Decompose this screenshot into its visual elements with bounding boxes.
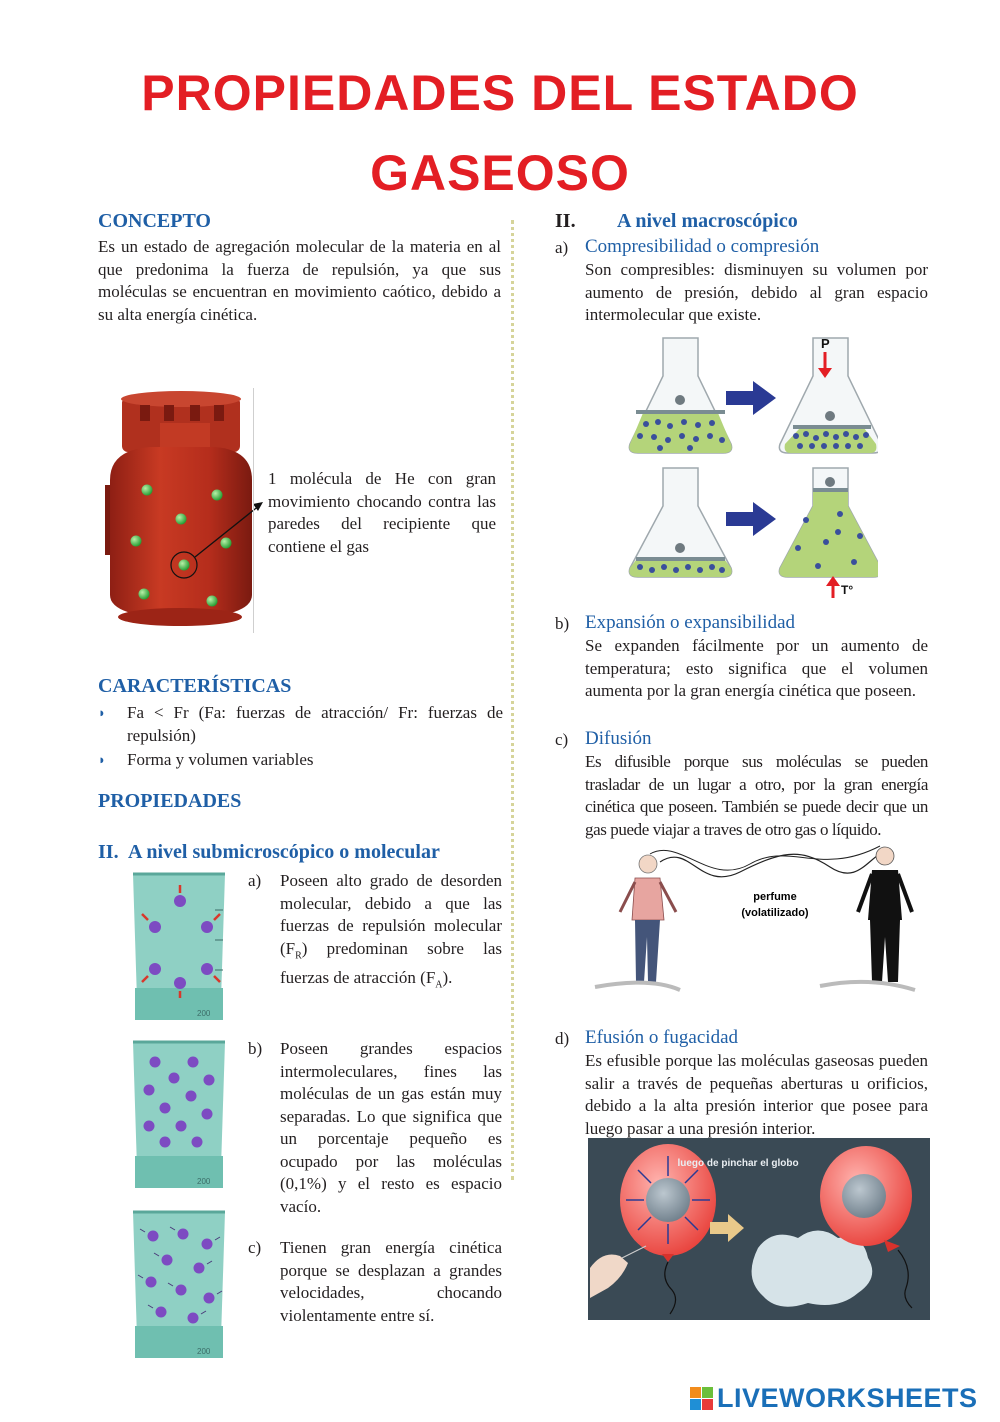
list-item: [98, 749, 503, 772]
concepto-text: Es un estado de agregación molecular de la materia en al que predonima la fuerza de repulsión, ya que sus moléculas se encuentran en movimiento caótico, debido a su alta energía cinética.: [98, 237, 501, 324]
macro-heading: A nivel macroscópico: [617, 210, 798, 232]
gas-tank-illustration: [100, 385, 265, 635]
macro-b-text: Se expanden fácilmente por un aumento de temperatura; esto significa que el volumen aumenta por la gran energía cinética que poseen.: [585, 636, 928, 700]
macro-a-text: Son compresibles: disminuyen su volumen por aumento de presión, debido al gran espacio intermolecular que existe.: [585, 260, 928, 324]
subscript-a: A: [435, 979, 443, 991]
perfume-diffusion-illustration: [590, 842, 920, 1000]
beaker-repulsion-illustration: [127, 870, 233, 1022]
text-segment: ).: [442, 968, 453, 988]
temperature-label: T°: [841, 583, 854, 597]
property-a-text: [280, 870, 502, 997]
list-item: [98, 702, 503, 747]
tank-caption: 1 molécula de He con gran movimiento chocando contra las paredes del recipiente que contiene el gas: [268, 469, 496, 556]
text-segment: Poseen alto grado de desorden molecular, debido a que las fuerzas de repulsión molecular (F: [280, 871, 502, 958]
macro-number: II.: [555, 210, 576, 232]
beaker-kinetic-illustration: [127, 1208, 233, 1360]
compression-flasks-illustration: [628, 336, 878, 601]
tank-caption-rule: [253, 388, 254, 633]
property-c-text: Tienen gran energía cinética porque se desplazan a grandes velocidades, chocando violentamente entre sí.: [280, 1238, 502, 1325]
beaker-spacing-illustration: [127, 1038, 233, 1190]
item-label: c): [248, 1238, 262, 1257]
bullet-icon: ◗: [98, 705, 106, 720]
balloon-effusion-illustration: [588, 1138, 930, 1320]
propiedades-heading: PROPIEDADES: [98, 790, 242, 812]
beaker-mark: 200: [197, 1177, 211, 1186]
pressure-label: P: [821, 336, 830, 351]
macro-b-title: Expansión o expansibilidad: [585, 612, 796, 633]
perfume-sublabel: (volatilizado): [741, 907, 809, 919]
subscript-r: R: [295, 949, 302, 961]
liveworksheets-logo: [690, 1383, 978, 1414]
perfume-label: perfume: [753, 891, 797, 903]
balloon-caption: luego de pinchar el globo: [677, 1158, 799, 1169]
property-b-text: Poseen grandes espacios intermoleculares, fines las moléculas de un gas están muy separadas. Lo que significa que un porcentaje pequeño es ocupado por las moléculas (0,1%) y el resto es espacio vacío.: [280, 1039, 502, 1216]
beaker-mark: 200: [197, 1009, 211, 1018]
macro-c-title: Difusión: [585, 728, 652, 749]
page-title-line1: PROPIEDADES DEL ESTADO: [141, 65, 859, 121]
text-segment: ) predominan sobre las fuerzas de atracción (F: [280, 938, 502, 988]
macro-a-title: Compresibilidad o compresión: [585, 236, 820, 257]
macro-c-text: Es difusible porque sus moléculas se pueden trasladar de un lugar a otro, por la gran energía cinética que poseen. También se puede decir que un gas puede viajar a traves de otro gas o líquido.: [585, 752, 928, 839]
logo-mark-icon: [690, 1387, 713, 1410]
caracteristicas-heading: CARACTERÍSTICAS: [98, 675, 292, 697]
caracteristicas-list: [98, 702, 503, 772]
item-label: d): [555, 1029, 570, 1048]
item-label: a): [555, 238, 569, 257]
caracteristica-text: Fa < Fr (Fa: fuerzas de atracción/ Fr: fuerzas de repulsión): [127, 703, 503, 745]
beaker-mark: 200: [197, 1347, 211, 1356]
sub-number: II.: [98, 841, 119, 863]
caracteristica-text: Forma y volumen variables: [127, 750, 314, 769]
item-label: a): [248, 871, 262, 890]
macro-d-title: Efusión o fugacidad: [585, 1027, 739, 1048]
bullet-icon: ◗: [98, 752, 106, 767]
macro-d-text: Es efusible porque las moléculas gaseosas pueden salir a través de pequeñas aberturas u orificios, debido a la alta presión interior que posee para luego pasar a una presión interior.: [585, 1051, 928, 1138]
concepto-heading: CONCEPTO: [98, 210, 211, 232]
item-label: c): [555, 730, 569, 749]
page-title-line2: GASEOSO: [370, 145, 630, 201]
column-divider: [511, 220, 514, 1180]
sub-heading: A nivel submicroscópico o molecular: [128, 841, 440, 863]
brand-text: LIVEWORKSHEETS: [717, 1383, 978, 1413]
item-label: b): [555, 614, 570, 633]
item-label: b): [248, 1039, 263, 1058]
